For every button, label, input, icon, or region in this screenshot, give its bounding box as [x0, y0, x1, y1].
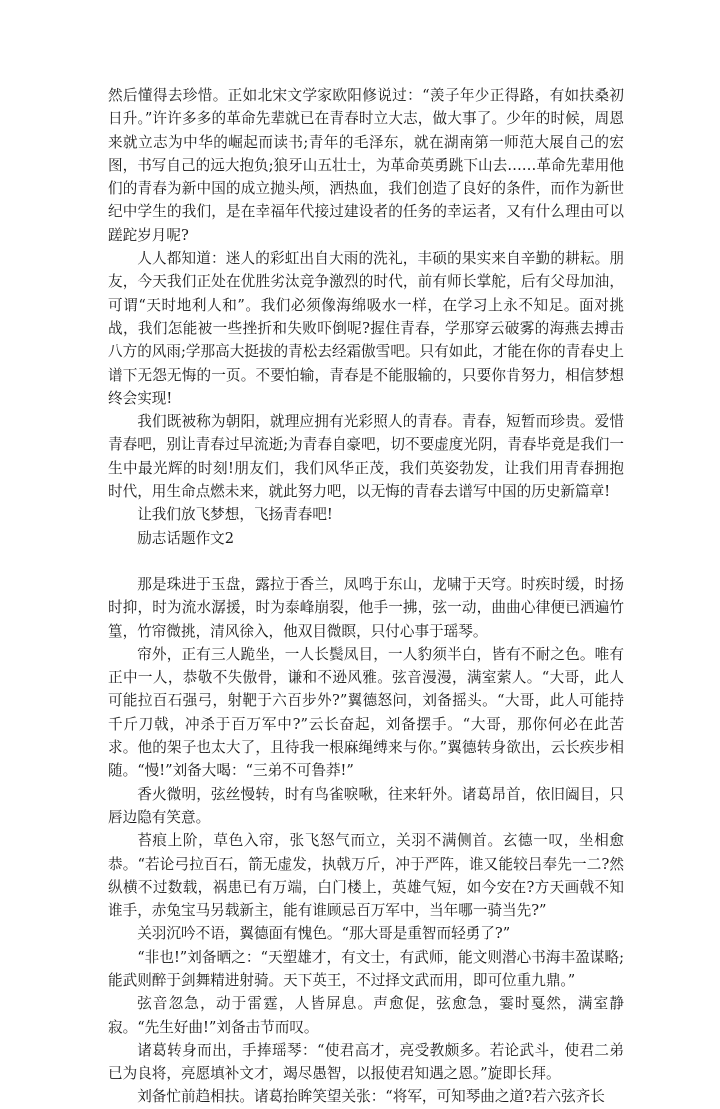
paragraph-10: “非也!”刘备晒之：“天塑雄才，有文士，有武师，能文则潜心书海丰盈谋略;能武则醉于剑舞精进射骑。天下英王，不过择文武而用，即可位重九鼎。”	[108, 948, 624, 989]
paragraph-7: 香火微明，弦丝慢转，时有鸟雀唳啾，往来轩外。诸葛昂首，依旧阖目，只唇边隐有笑意。	[108, 785, 624, 826]
document-page	[108, 84, 624, 1109]
paragraph-8: 苔痕上阶，草色入帘，张飞怒气而立，关羽不满侧首。玄德一叹，坐相愈恭。“若论弓拉百石，箭无虚发，执戟万斤，冲于严阵，谁又能较吕奉先一二?然纵横不过数载，祸患已有万端，白门楼上，英雄气短，如今安在?方天画戟不知谁手，赤兔宝马另载新主，能有谁顾忌百万军中，当年哪一骑当先?”	[108, 832, 624, 920]
paragraph-1: 然后懂得去珍惜。正如北宋文学家欧阳修说过：“羡子年少正得路，有如扶桑初日升。”许许多多的革命先辈就已在青春时立大志，做大事了。少年的时候，周恩来就立志为中华的崛起而读书;青年的毛泽东，就在湖南第一师范大展自己的宏图，书写自己的远大抱负;狼牙山五壮士，为革命英勇跳下山去……革命先辈用他们的青春为新中国的成立抛头颅，洒热血，我们创造了良好的条件，而作为新世纪中学生的我们，是在幸福年代接过建设者的任务的幸运者，又有什么理由可以蹉跎岁月呢?	[108, 87, 624, 244]
blank-line	[108, 550, 624, 573]
section-heading: 励志话题作文2	[137, 529, 235, 547]
paragraph-12: 诸葛转身而出，手捧瑶琴：“使君高才，亮受教颇多。若论武斗，使君二弟已为良将，亮愿填补文才，竭尽愚智，以报使君知遇之恩。”旋即长拜。	[108, 1041, 624, 1083]
paragraph-3: 我们既被称为朝阳，就理应拥有光彩照人的青春。青春，短暂而珍贵。爱惜青春吧，别让青春过早流逝;为青春自豪吧，切不要虚度光阴，青春毕竟是我们一生中最光辉的时刻!朋友们，我们风华正茂，我们英姿勃发，让我们用青春拥抱时代，用生命点燃未来，就此努力吧，以无悔的青春去谱写中国的历史新篇章!	[108, 413, 624, 501]
paragraph-5: 那是珠进于玉盘，露拉于香兰，凤鸣于东山，龙啸于天穹。时疾时缓，时扬时抑，时为流水潺援，时为泰峰崩裂，他手一拂，弦一动，曲曲心律便已洒遍竹篁，竹帘微挑，清风徐入，他双目微瞑，只付心事于瑶琴。	[108, 575, 624, 640]
paragraph-9: 关羽沉吟不语，翼德面有愧色。“那大哥是重智而轻勇了?”	[137, 925, 511, 943]
paragraph-2: 人人都知道：迷人的彩虹出自大雨的洗礼，丰硕的果实来自辛勤的耕耘。朋友，今天我们正处在优胜劣汰竞争激烈的时代，前有师长掌舵，后有父母加油，可谓“天时地利人和”。我们必须像海绵吸水一样，在学习上永不知足。面对挑战，我们怎能被一些挫折和失败吓倒呢?握住青春，学那穿云破雾的海燕去搏击八方的风雨;学那高大挺拔的青松去经霜傲雪吧。只有如此，才能在你的青春史上谱下无怨无悔的一页。不要怕输，青春是不能服输的，只要你肯努力，相信梦想终会实现!	[108, 250, 624, 407]
paragraph-11: 弦音忽急，动于雷霆，人皆屏息。声愈促，弦愈急，霎时戛然，满室静寂。“先生好曲!”刘备击节而叹。	[108, 995, 624, 1036]
paragraph-13: 刘备忙前趋相扶。诸葛抬眸笑望关张：“将军，可知琴曲之道?若六弦齐长	[137, 1088, 605, 1106]
paragraph-6: 帘外，正有三人跪坐，一人长鬓凤目，一人豹须半白，皆有不耐之色。唯有正中一人，恭敬不失傲骨，谦和不逊风雅。弦音漫漫，满室萦人。“大哥，此人可能拉百石强弓，射靶于六百步外?”翼德怒问，刘备摇头。“大哥，此人可能持千斤刀戟，冲杀于百万军中?”云长奋起，刘备摆手。“大哥，那你何必在此苦求。他的架子也太大了，且待我一根麻绳缚来与你。”翼德转身欲出，云长疾步相随。“慢!”刘备大喝：“三弟不可鲁莽!”	[108, 645, 624, 780]
paragraph-4: 让我们放飞梦想，飞扬青春吧!	[137, 506, 333, 524]
